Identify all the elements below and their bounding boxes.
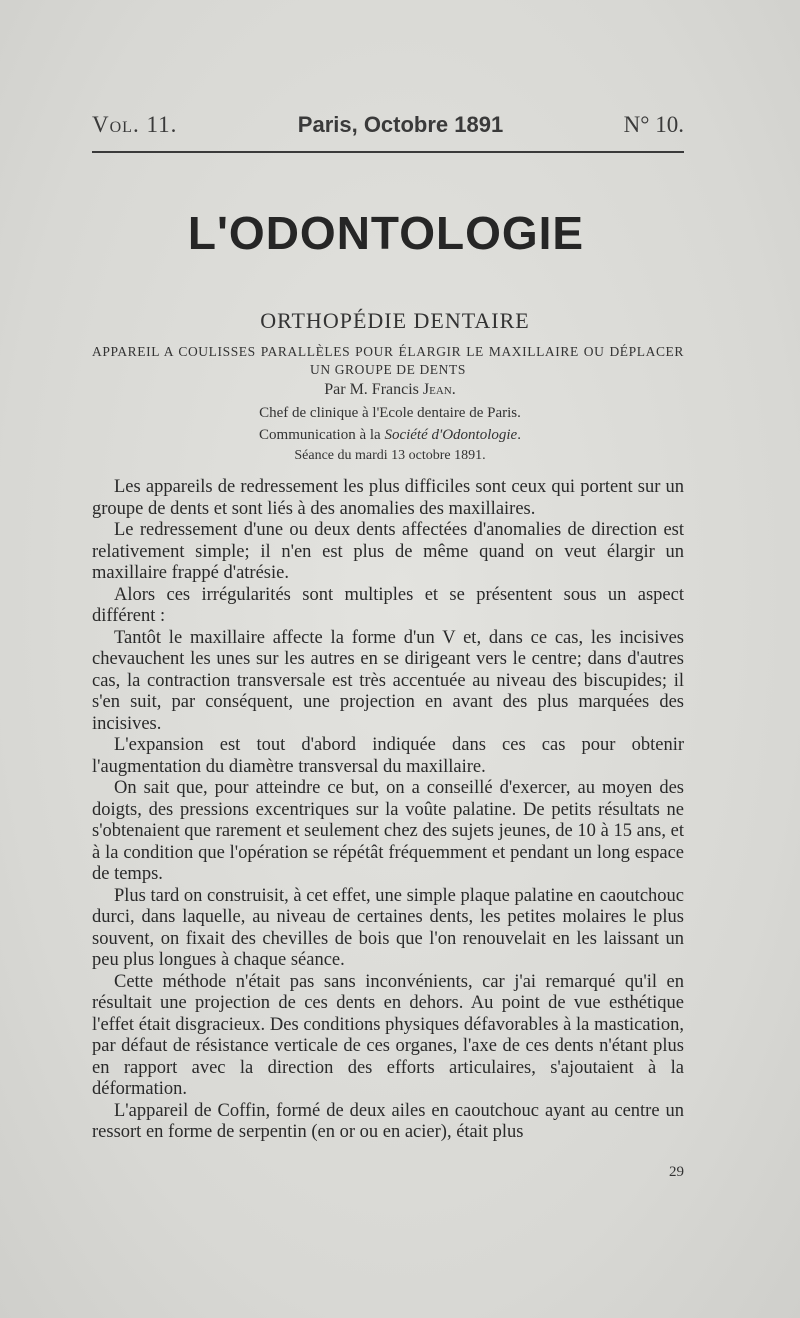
- paragraph: Cette méthode n'était pas sans inconvénients, car j'ai remarqué qu'il en résultait une projection de ces dents en dehors. Au point de vue esthétique l'effet était disgracieux. Des conditions physiques défavorables à la mastication, par défaut de résistance verticale de ces organes, l'axe de ces dents n'étant plus en rapport avec la direction des efforts articulaires, s'ajoutaient à la déformation.: [92, 971, 684, 1099]
- paragraph: On sait que, pour atteindre ce but, on a conseillé d'exercer, au moyen des doigts, des pressions excentriques sur la voûte palatine. De petits résultats ne s'obtenaient que rarement et seulement chez des sujets jeunes, de 10 à 15 ans, et à la condition que l'opération se répétât fréquemment et pendant un long espace de temps.: [92, 778, 684, 884]
- communication-prefix: Communication à la: [259, 427, 385, 443]
- page-number: 29: [669, 1164, 684, 1180]
- paragraph: L'appareil de Coffin, formé de deux ailes en caoutchouc ayant au centre un ressort en forme de serpentin (en or ou en acier), était plus: [92, 1100, 684, 1142]
- session-date: Séance du mardi 13 octobre 1891.: [294, 448, 486, 463]
- volume-number: Vol. 11.: [92, 112, 178, 137]
- author-prefix: Par M. Francis: [324, 381, 423, 398]
- article-body: [92, 477, 684, 1144]
- paragraph: Le redressement d'une ou deux dents affectées d'anomalies de direction est relativement simple; il n'en est plus de même quand on veut élargir un maxillaire frappé d'atrésie.: [92, 520, 684, 583]
- paragraph: Tantôt le maxillaire affecte la forme d'un V et, dans ce cas, les incisives chevauchent les unes sur les autres en se dirigeant vers le centre; dans d'autres cas, la contraction transversale est très accentuée au niveau des biscupides; il s'en suit, par conséquent, une projection en avant des plus marquées des incisives.: [92, 627, 684, 734]
- society-name: Société d'Odontologie: [384, 427, 518, 443]
- article-section-title: ORTHOPÉDIE DENTAIRE: [260, 308, 530, 333]
- article-subtitle: APPAREIL A COULISSES PARALLÈLES POUR ÉLARGIR LE MAXILLAIRE OU DÉPLACER UN GROUPE DE DENTS: [92, 344, 684, 377]
- header-rule: [92, 151, 684, 153]
- journal-title: L'ODONTOLOGIE: [187, 207, 585, 259]
- author-affiliation: Chef de clinique à l'Ecole dentaire de Paris.: [259, 405, 521, 421]
- communication-suffix: .: [517, 427, 521, 443]
- paragraph: Les appareils de redressement les plus difficiles sont ceux qui portent sur un groupe de dents et sont liés à des anomalies des maxillaires.: [92, 477, 684, 519]
- author-suffix: .: [451, 381, 456, 398]
- paragraph: Alors ces irrégularités sont multiples et se présentent sous un aspect différent :: [92, 584, 684, 626]
- place-date: Paris, Octobre 1891: [297, 112, 504, 137]
- paragraph: Plus tard on construisit, à cet effet, une simple plaque palatine en caoutchouc durci, dans laquelle, au niveau de certaines dents, les petites molaires le plus souvent, on fixait des chevilles de bois que l'on renouvelait en les laissant un peu plus longues à chaque séance.: [92, 885, 684, 970]
- author-surname: Jean: [422, 381, 452, 398]
- communication-line: [0, 427, 780, 444]
- running-header: [92, 112, 684, 138]
- author-line: [0, 381, 780, 399]
- issue-number: N° 10.: [623, 112, 684, 137]
- paragraph: L'expansion est tout d'abord indiquée dans ces cas pour obtenir l'augmentation du diamètre transversal du maxillaire.: [92, 735, 684, 777]
